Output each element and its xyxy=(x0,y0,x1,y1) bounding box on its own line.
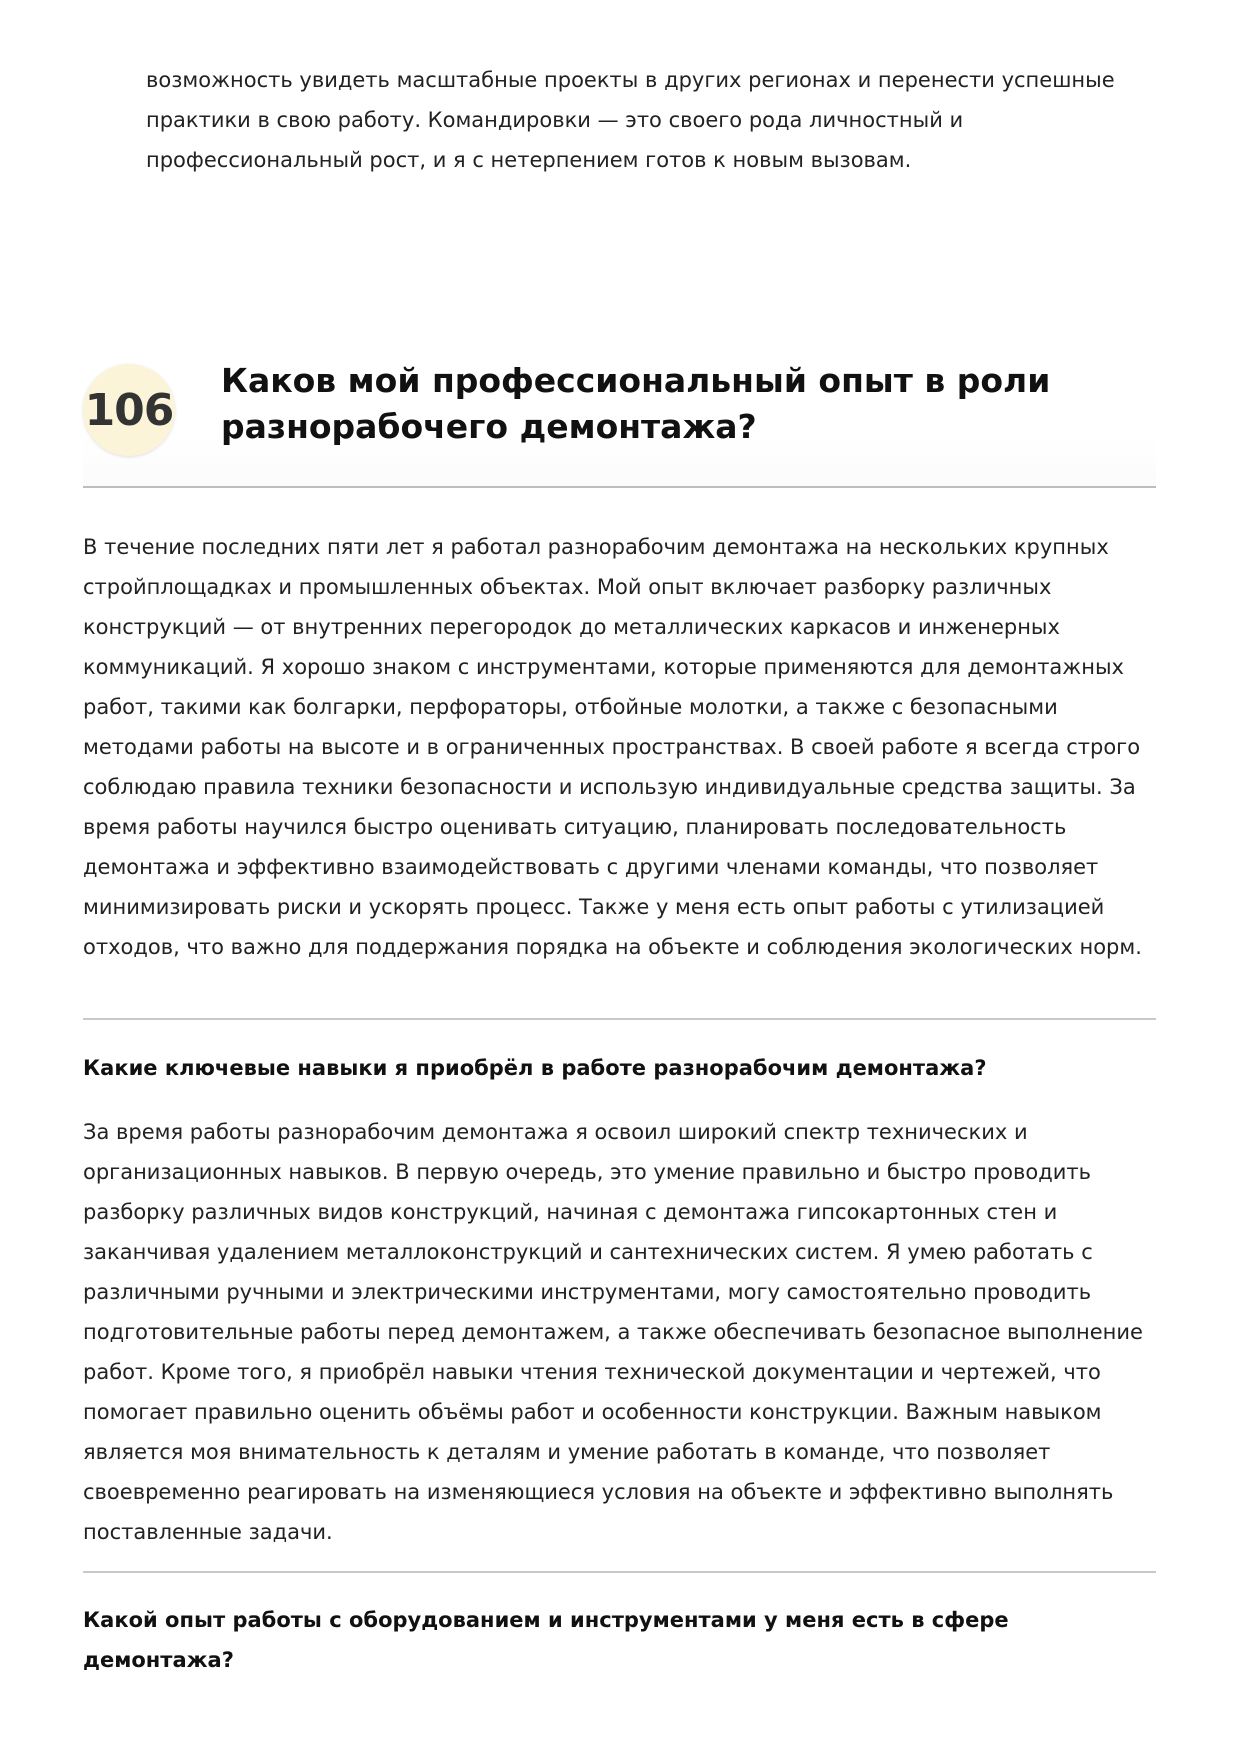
question-title: Каков мой профессиональный опыт в роли разнорабочего демонтажа? xyxy=(221,361,1051,446)
section-divider xyxy=(83,1018,1156,1020)
section-divider xyxy=(83,1571,1156,1573)
question-heading xyxy=(83,358,1156,488)
subquestion-title: Какие ключевые навыки я приобрёл в работе разнорабочим демонтажа? xyxy=(83,1056,987,1080)
answer-paragraph: В течение последних пяти лет я работал разнорабочим демонтажа на нескольких крупных стройплощадках и промышленных объектах. Мой опыт включает разборку различных конструкций — от внутренних перегородок до металлических каркасов и инженерных коммуникаций. Я хорошо знаком с инструментами, которые применяются для демонтажных работ, такими как болгарки, перфораторы, отбойные молотки, а также с безопасными методами работы на высоте и в ограниченных пространствах. В своей работе я всегда строго соблюдаю правила техники безопасности и использую индивидуальные средства защиты. За время работы научился быстро оценивать ситуацию, планировать последовательность демонтажа и эффективно взаимодействовать с другими членами команды, что позволяет минимизировать риски и ускорять процесс. Также у меня есть опыт работы с утилизацией отходов, что важно для поддержания порядка на объекте и соблюдения экологических норм. xyxy=(83,535,1142,959)
subquestion-title: Какой опыт работы с оборудованием и инструментами у меня есть в сфере демонтажа? xyxy=(83,1608,1009,1672)
subquestion-answer: За время работы разнорабочим демонтажа я освоил широкий спектр технических и организационных навыков. В первую очередь, это умение правильно и быстро проводить разборку различных видов конструкций, начиная с демонтажа гипсокартонных стен и заканчивая удалением металлоконструкций и сантехнических систем. Я умею работать с различными ручными и электрическими инструментами, могу самостоятельно проводить подготовительные работы перед демонтажем, а также обеспечивать безопасное выполнение работ. Кроме того, я приобрёл навыки чтения технической документации и чертежей, что помогает правильно оценить объёмы работ и особенности конструкции. Важным навыком является моя внимательность к деталям и умение работать в команде, что позволяет своевременно реагировать на изменяющиеся условия на объекте и эффективно выполнять поставленные задачи. xyxy=(83,1120,1143,1544)
question-number-badge: 106 xyxy=(83,364,175,456)
intro-paragraph: возможность увидеть масштабные проекты в других регионах и перенести успешные практики в свою работу. Командировки — это своего рода личностный и профессиональный рост, и я с нетерпением готов к новым вызовам. xyxy=(146,68,1115,172)
